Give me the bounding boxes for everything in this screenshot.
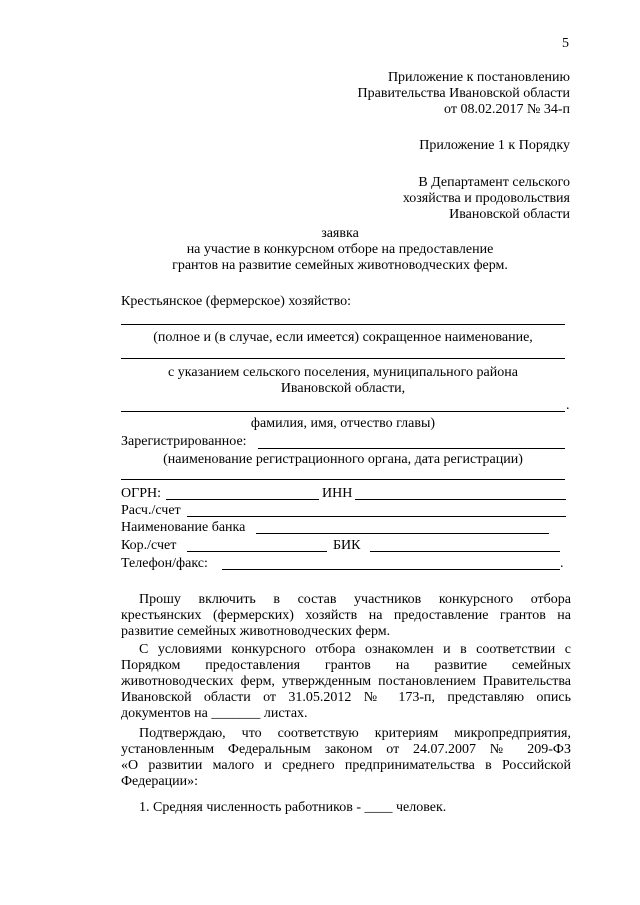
p3-line-3: «О развитии малого и среднего предпринимательства в Российской — [121, 758, 571, 773]
bik-label: БИК — [333, 538, 361, 553]
appendix-line-2: Правительства Ивановской области — [357, 86, 570, 101]
account-field — [187, 516, 566, 517]
p3-line-4: Федерации»: — [121, 774, 199, 789]
addressee-line-3: Ивановской области — [449, 207, 570, 222]
p1-line-1: Прошу включить в состав участников конкурсного отбора — [139, 592, 571, 607]
appendix-line-3: от 08.02.2017 № 34-п — [444, 102, 570, 117]
p3-line-2: установленным Федеральным законом от 24.07.2007 № 209-ФЗ — [121, 742, 571, 757]
registration-line — [121, 479, 565, 480]
hint-settlement-2: Ивановской области, — [280, 381, 406, 396]
p3-line-1: Подтверждаю, что соответствую критериям микропредприятия, — [139, 726, 571, 741]
title-line-3: грантов на развитие семейных животноводческих ферм. — [172, 258, 508, 273]
bank-label: Наименование банка — [121, 520, 246, 535]
addressee-line-1: В Департамент сельского — [418, 175, 570, 190]
item-1: 1. Средняя численность работников - ____ человек. — [139, 800, 447, 815]
bik-field — [370, 551, 560, 552]
farm-name-line-2 — [121, 358, 565, 359]
inn-field — [355, 499, 566, 500]
appendix-to-procedure: Приложение 1 к Порядку — [419, 138, 570, 153]
p2-line-5: документов на _______ листах. — [121, 706, 308, 721]
registered-label: Зарегистрированное: — [121, 434, 247, 449]
phone-end: . — [560, 556, 564, 571]
ogrn-label: ОГРН: — [121, 486, 161, 501]
head-line — [121, 411, 565, 412]
p2-line-2: Порядком предоставления грантов на развитие семейных — [121, 658, 571, 673]
title-line-2: на участие в конкурсном отборе на предоставление — [186, 242, 494, 257]
corr-label: Кор./счет — [121, 538, 177, 553]
bank-field — [256, 533, 549, 534]
inn-label: ИНН — [322, 486, 353, 501]
farm-label: Крестьянское (фермерское) хозяйство: — [121, 294, 352, 309]
p2-line-1: С условиями конкурсного отбора ознакомлен и в соответствии с — [139, 642, 571, 657]
title-word: заявка — [321, 226, 359, 241]
page-number: 5 — [562, 36, 569, 51]
ogrn-field — [166, 499, 319, 500]
farm-name-line — [121, 324, 565, 325]
addressee-line-2: хозяйства и продовольствия — [402, 191, 570, 206]
p1-line-3: развитие семейных животноводческих ферм. — [121, 624, 391, 639]
corr-field — [187, 551, 327, 552]
registered-line — [258, 448, 565, 449]
appendix-line-1: Приложение к постановлению — [387, 70, 570, 85]
hint-head: фамилия, имя, отчество главы) — [250, 416, 436, 431]
hint-settlement-1: с указанием сельского поселения, муниципального района — [168, 365, 518, 380]
p1-line-2: крестьянских (фермерских) хозяйств на предоставление грантов на — [121, 608, 571, 623]
phone-label: Телефон/факс: — [121, 556, 208, 571]
phone-field — [222, 569, 560, 570]
account-label: Расч./счет — [121, 503, 181, 518]
p2-line-3: животноводческих ферм, утвержденным постановлением Правительства — [121, 674, 571, 689]
hint-registration: (наименование регистрационного органа, дата регистрации) — [163, 452, 523, 467]
p2-line-4: Ивановской области от 31.05.2012 № 173-п, представляю опись — [121, 690, 571, 705]
hint-name: (полное и (в случае, если имеется) сокращенное наименование, — [153, 330, 533, 345]
